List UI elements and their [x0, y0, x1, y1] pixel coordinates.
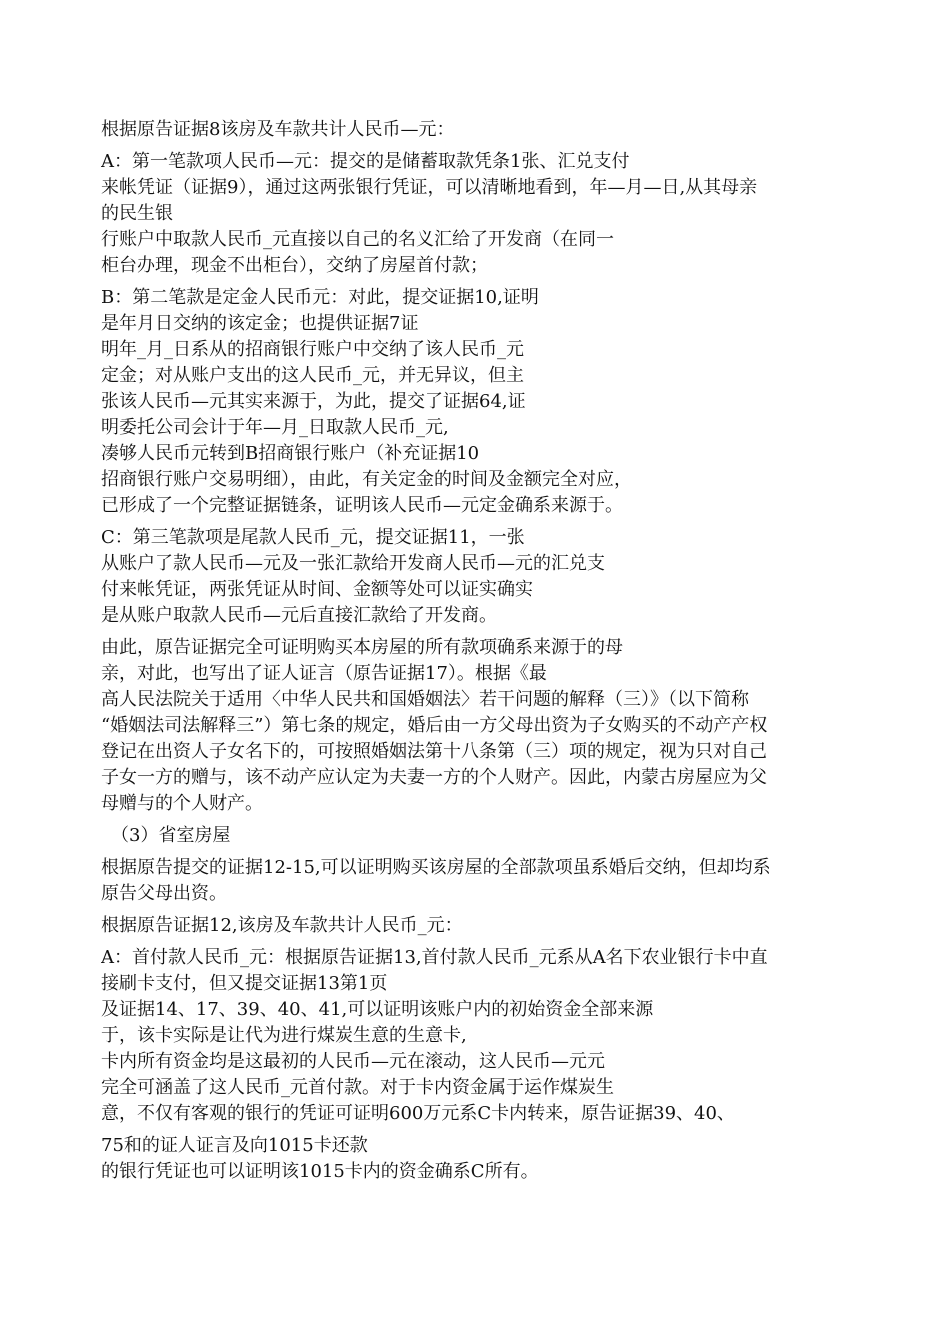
text-line: 根据原告证据8该房及车款共计人民币—元： — [101, 119, 455, 140]
text-line: 是从账户取款人民币—元后直接汇款给了开发商。 — [101, 605, 497, 626]
paragraph — [101, 855, 861, 907]
text-line: 付来帐凭证，两张凭证从时间、金额等处可以证实确实 — [101, 579, 533, 600]
text-line: 明委托公司会计于年—月_日取款人民币_元, — [101, 417, 449, 438]
paragraph — [101, 117, 861, 143]
text-line: A：第一笔款项人民币—元：提交的是储蓄取款凭条1张、汇兑支付 — [101, 151, 630, 172]
text-line: 高人民法院关于适用〈中华人民共和国婚姻法〉若干问题的解释（三）》（以下简称 — [101, 689, 749, 710]
text-line: 行账户中取款人民币_元直接以自己的名义汇给了开发商（在同一 — [101, 229, 614, 250]
text-line: （3）省室房屋 — [111, 825, 231, 846]
text-line: 亲，对此，也写出了证人证言（原告证据17）。根据《最 — [101, 663, 547, 684]
text-line: 母赠与的个人财产。 — [101, 793, 263, 814]
text-line: 及证据14、17、39、40、41,可以证明该账户内的初始资金全部来源 — [101, 999, 654, 1020]
text-line: 于，该卡实际是让代为进行煤炭生意的生意卡, — [101, 1025, 467, 1046]
paragraph — [101, 149, 861, 279]
paragraph — [101, 823, 861, 849]
text-line: 凑够人民币元转到B招商银行账户（补充证据10 — [101, 443, 480, 464]
text-line: 柜台办理，现金不出柜台），交纳了房屋首付款； — [101, 255, 488, 276]
text-line: “婚姻法司法解释三”）第七条的规定，婚后由一方父母出资为子女购买的不动产产权 — [101, 715, 768, 736]
text-line: 意，不仅有客观的银行的凭证可证明600万元系C卡内转来，原告证据39、40、 — [101, 1103, 735, 1124]
text-line: 招商银行账户交易明细），由此，有关定金的时间及金额完全对应， — [101, 469, 632, 490]
text-line: C：第三笔款项是尾款人民币_元，提交证据11，一张 — [101, 527, 525, 548]
text-line: B：第二笔款是定金人民币元：对此，提交证据10,证明 — [101, 287, 539, 308]
text-line: 已形成了一个完整证据链条，证明该人民币—元定金确系来源于。 — [101, 495, 623, 516]
text-line: 明年_月_日系从的招商银行账户中交纳了该人民币_元 — [101, 339, 524, 360]
text-line: 卡内所有资金均是这最初的人民币—元在滚动，这人民币—元元 — [101, 1051, 605, 1072]
text-line: 完全可涵盖了这人民币_元首付款。对于卡内资金属于运作煤炭生 — [101, 1077, 614, 1098]
text-line: 是年月日交纳的该定金；也提供证据7证 — [101, 313, 419, 334]
document-page — [101, 117, 861, 1185]
text-line: 登记在出资人子女名下的，可按照婚姻法第十八条第（三）项的规定，视为只对自己 — [101, 741, 767, 762]
text-line: A：首付款人民币_元：根据原告证据13,首付款人民币_元系从A名下农业银行卡中直 — [101, 947, 768, 968]
text-line: 原告父母出资。 — [101, 883, 227, 904]
paragraph — [101, 945, 861, 1127]
text-line: 来帐凭证（证据9），通过这两张银行凭证，可以清晰地看到，年—月—日,从其母亲 — [101, 177, 758, 198]
text-line: 接刷卡支付，但又提交证据13第1页 — [101, 973, 388, 994]
paragraph — [101, 913, 861, 939]
paragraph — [101, 635, 861, 817]
paragraph — [101, 1133, 861, 1185]
paragraph — [101, 525, 861, 629]
paragraph — [101, 285, 861, 519]
text-line: 子女一方的赠与，该不动产应认定为夫妻一方的个人财产。因此，内蒙古房屋应为父 — [101, 767, 767, 788]
text-line: 75和的证人证言及向1015卡还款 — [101, 1135, 368, 1156]
text-line: 张该人民币—元其实来源于，为此，提交了证据64,证 — [101, 391, 526, 412]
text-line: 根据原告证据12,该房及车款共计人民币_元： — [101, 915, 463, 936]
text-line: 的银行凭证也可以证明该1015卡内的资金确系C所有。 — [101, 1161, 539, 1182]
text-line: 的民生银 — [101, 203, 173, 224]
text-line: 由此，原告证据完全可证明购买本房屋的所有款项确系来源于的母 — [101, 637, 623, 658]
text-line: 定金；对从账户支出的这人民币_元，并无异议，但主 — [101, 365, 524, 386]
text-line: 从账户了款人民币—元及一张汇款给开发商人民币—元的汇兑支 — [101, 553, 605, 574]
text-line: 根据原告提交的证据12-15,可以证明购买该房屋的全部款项虽系婚后交纳，但却均系 — [101, 857, 771, 878]
